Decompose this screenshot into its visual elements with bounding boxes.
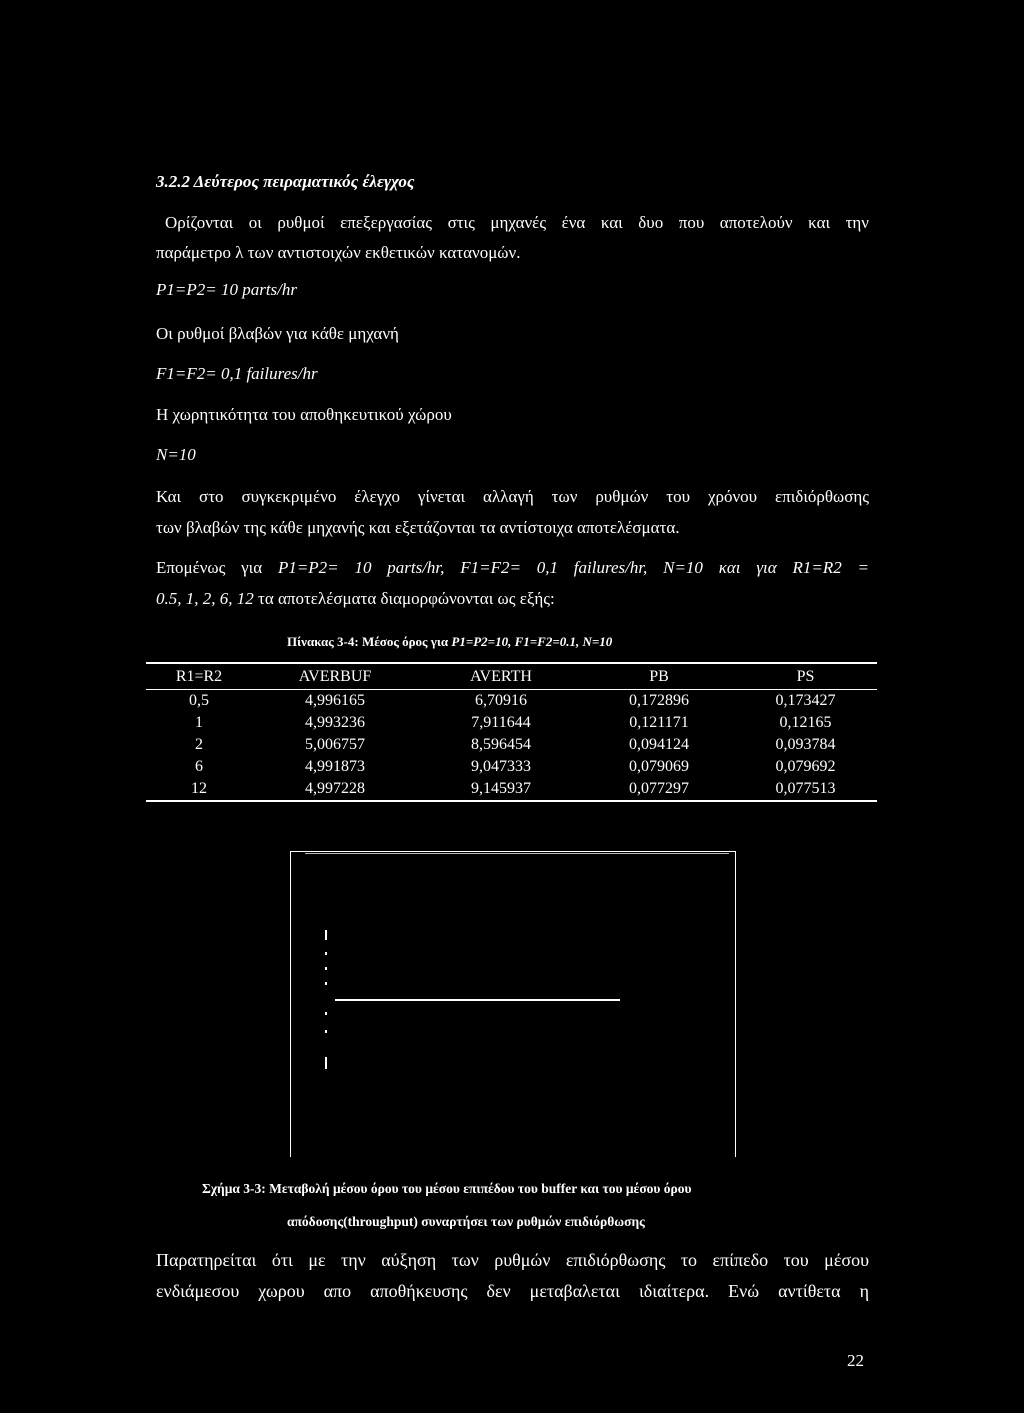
table-cell: 4,991873 <box>305 758 365 775</box>
figure-axis-tick <box>325 1030 327 1033</box>
results-table <box>146 662 877 802</box>
table-cell: 0,5 <box>189 692 209 709</box>
figure-axis-tick <box>325 930 327 940</box>
table-caption-prefix: Πίνακας 3-4: Μέσος όρος για <box>287 634 452 649</box>
figure-axis-tick <box>325 952 327 955</box>
observation-line-2: ενδιάμεσου χωρου απο αποθήκευσης δεν μεταβαλεται ιδιαίτερα. Ενώ αντίθετα η <box>156 1281 869 1301</box>
capacity-label: Η χωρητικότητα του αποθηκευτικού χώρου <box>156 405 452 424</box>
section-heading: 3.2.2 Δεύτερος πειραματικός έλεγχος <box>156 172 415 191</box>
page-number: 22 <box>847 1351 864 1370</box>
table-cell: 4,997228 <box>252 778 418 801</box>
table-cell: 12 <box>146 778 252 801</box>
consequently-params: P1=P2= 10 parts/hr, F1=F2= 0,1 failures/hr, N=10 και για R1=R2 = <box>277 558 869 577</box>
explain-line-2: των βλαβών της κάθε μηχανής και εξετάζονται τα αντίστοιχα αποτελέσματα. <box>156 518 680 537</box>
figure-axis-tick <box>325 1057 327 1069</box>
table-row <box>146 690 877 713</box>
table-cell: 0,172896 <box>629 692 689 709</box>
figure-caption-line-1: Σχήμα 3-3: Μεταβολή μέσου όρου του μέσου επιπέδου του buffer και του μέσου όρου <box>202 1181 692 1196</box>
capacity-value: N=10 <box>156 445 196 464</box>
table-cell: 8,596454 <box>471 736 531 753</box>
table-cell: 0,077297 <box>584 778 734 801</box>
column-header: PS <box>734 663 877 690</box>
column-header: AVERBUF <box>252 663 418 690</box>
column-header: AVERTH <box>418 663 584 690</box>
consequently-line-1 <box>156 558 869 578</box>
intro-line-1: Ορίζονται οι ρυθμοί επεξεργασίας στις μηχανές ένα και δυο που αποτελούν και την <box>165 213 869 232</box>
table-row <box>146 712 877 734</box>
repair-rates-list: 0.5, 1, 2, 6, 12 <box>156 589 254 608</box>
processing-rates: P1=P2= 10 parts/hr <box>156 280 298 299</box>
table-row <box>146 734 877 756</box>
explain-line-1: Και στο συγκεκριμένο έλεγχο γίνεται αλλαγή των ρυθμών του χρόνου επιδιόρθωσης <box>156 487 869 506</box>
failure-rates: F1=F2= 0,1 failures/hr <box>156 364 318 383</box>
figure-top-rule <box>305 853 729 854</box>
consequently-suffix: τα αποτελέσματα διαμορφώνονται ως εξής: <box>253 589 555 608</box>
table-cell: 1 <box>195 714 203 731</box>
consequently-prefix: Επομένως για <box>156 558 278 577</box>
table-cell: 0,079692 <box>775 758 836 775</box>
table-row <box>146 756 877 778</box>
table-cell: 0,094124 <box>629 736 689 753</box>
table-cell: 4,993236 <box>305 714 365 731</box>
table-cell: 9,145937 <box>418 778 584 801</box>
table-cell: 6,70916 <box>475 692 527 709</box>
figure-axis-tick <box>325 967 327 970</box>
consequently-line-2 <box>156 589 555 609</box>
table-cell: 6 <box>195 758 203 775</box>
table-cell: 0,12165 <box>779 714 832 731</box>
table-cell: 4,996165 <box>305 692 365 709</box>
table-cell: 0,077513 <box>734 778 877 801</box>
observation-line-1: Παρατηρείται ότι με την αύξηση των ρυθμών επιδιόρθωσης το επίπεδο του μέσου <box>156 1250 869 1270</box>
table-row <box>146 778 877 801</box>
figure-frame <box>290 851 736 1157</box>
column-header: R1=R2 <box>146 663 252 690</box>
failure-rates-label: Οι ρυθμοί βλαβών για κάθε μηχανή <box>156 324 399 343</box>
table-cell: 9,047333 <box>471 758 531 775</box>
figure-axis-tick <box>325 1012 327 1015</box>
table-header-row <box>146 663 877 690</box>
table-cell: 0,173427 <box>775 692 836 709</box>
figure-data-line <box>335 999 620 1001</box>
table-cell: 0,079069 <box>629 758 689 775</box>
figure-axis-tick <box>325 982 327 985</box>
intro-line-2: παράμετρο λ των αντιστοιχών εκθετικών κατανομών. <box>156 243 521 262</box>
table-caption <box>287 634 612 650</box>
figure-caption-line-2: απόδοσης(throughput) συναρτήσει των ρυθμών επιδιόρθωσης <box>287 1214 645 1229</box>
column-header: PB <box>584 663 734 690</box>
table-cell: 0,093784 <box>775 736 836 753</box>
table-cell: 0,121171 <box>629 714 689 731</box>
table-cell: 5,006757 <box>305 736 365 753</box>
table-cell: 2 <box>195 736 203 753</box>
table-caption-params: P1=P2=10, F1=F2=0.1, N=10 <box>451 634 613 649</box>
table-cell: 7,911644 <box>471 714 531 731</box>
